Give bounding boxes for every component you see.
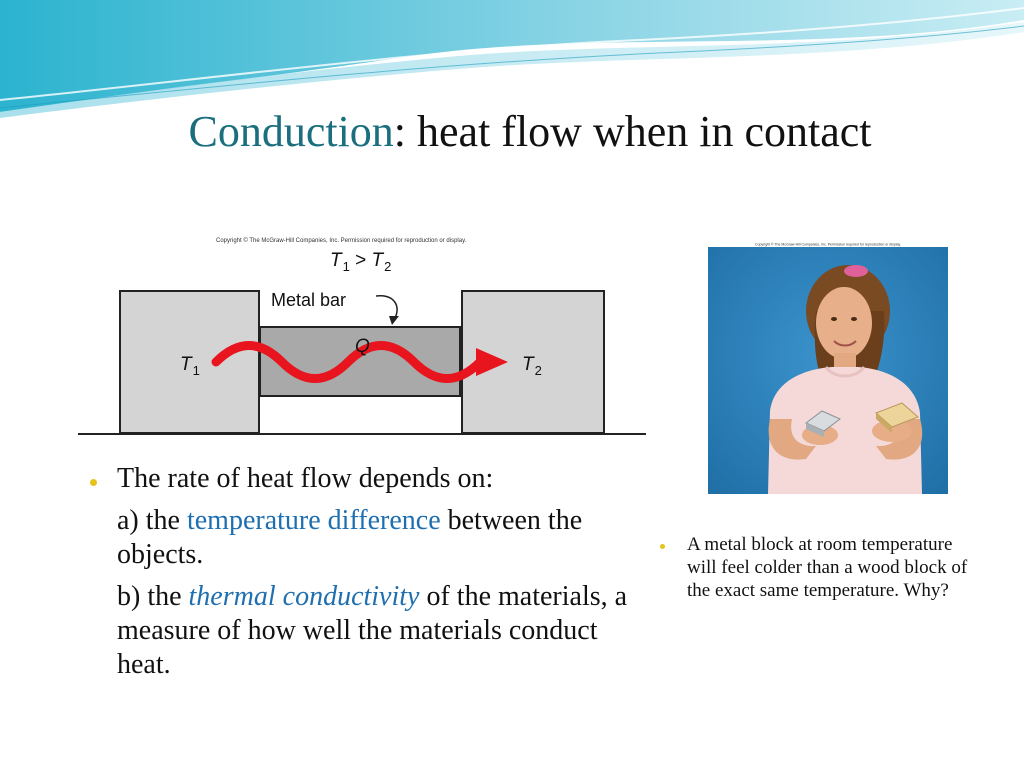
- heat-label: Q: [355, 336, 370, 357]
- diagram-copyright: Copyright © The McGraw-Hill Companies, Inc. Permission required for reproduction or display.: [216, 238, 467, 244]
- header-wave-decoration: [0, 0, 1024, 120]
- list-item: [660, 533, 980, 602]
- conduction-diagram: [76, 234, 648, 438]
- temperature-condition: $T_1 > T_2$: [330, 250, 392, 274]
- item-b: b) the thermal conductivity of the materials, a measure of how well the materials conduct heat.: [117, 581, 635, 680]
- metal-bar-label: Metal bar: [271, 290, 347, 310]
- term-temperature-difference: temperature difference: [186, 505, 441, 536]
- left-block-temperature: $T_1$: [180, 354, 200, 378]
- term-thermal-conductivity: thermal conductivity: [188, 581, 420, 612]
- photo-person-holding-blocks: [708, 241, 948, 494]
- title-rest: : heat flow when in contact: [393, 107, 872, 156]
- bullet-icon: [90, 479, 97, 486]
- bullet-lead-text: The rate of heat flow depends on:: [117, 463, 494, 494]
- bullet-icon: [660, 544, 665, 549]
- right-block-temperature: $T_2$: [522, 354, 542, 378]
- photo-illustration: [708, 241, 948, 494]
- side-bullet-text: A metal block at room temperature will feel colder than a wood block of the exact same temperature. Why?: [687, 534, 968, 601]
- side-bullet-list: [660, 533, 980, 602]
- list-item: [90, 462, 650, 682]
- title-keyword: Conduction: [188, 107, 394, 156]
- photo-copyright: Copyright © The McGraw-Hill Companies, Inc. Permission required for reproduction or display.: [754, 242, 902, 247]
- item-a: a) the temperature difference between the objects.: [117, 505, 590, 570]
- slide-title: [0, 106, 1024, 157]
- main-bullet-list: [90, 462, 650, 682]
